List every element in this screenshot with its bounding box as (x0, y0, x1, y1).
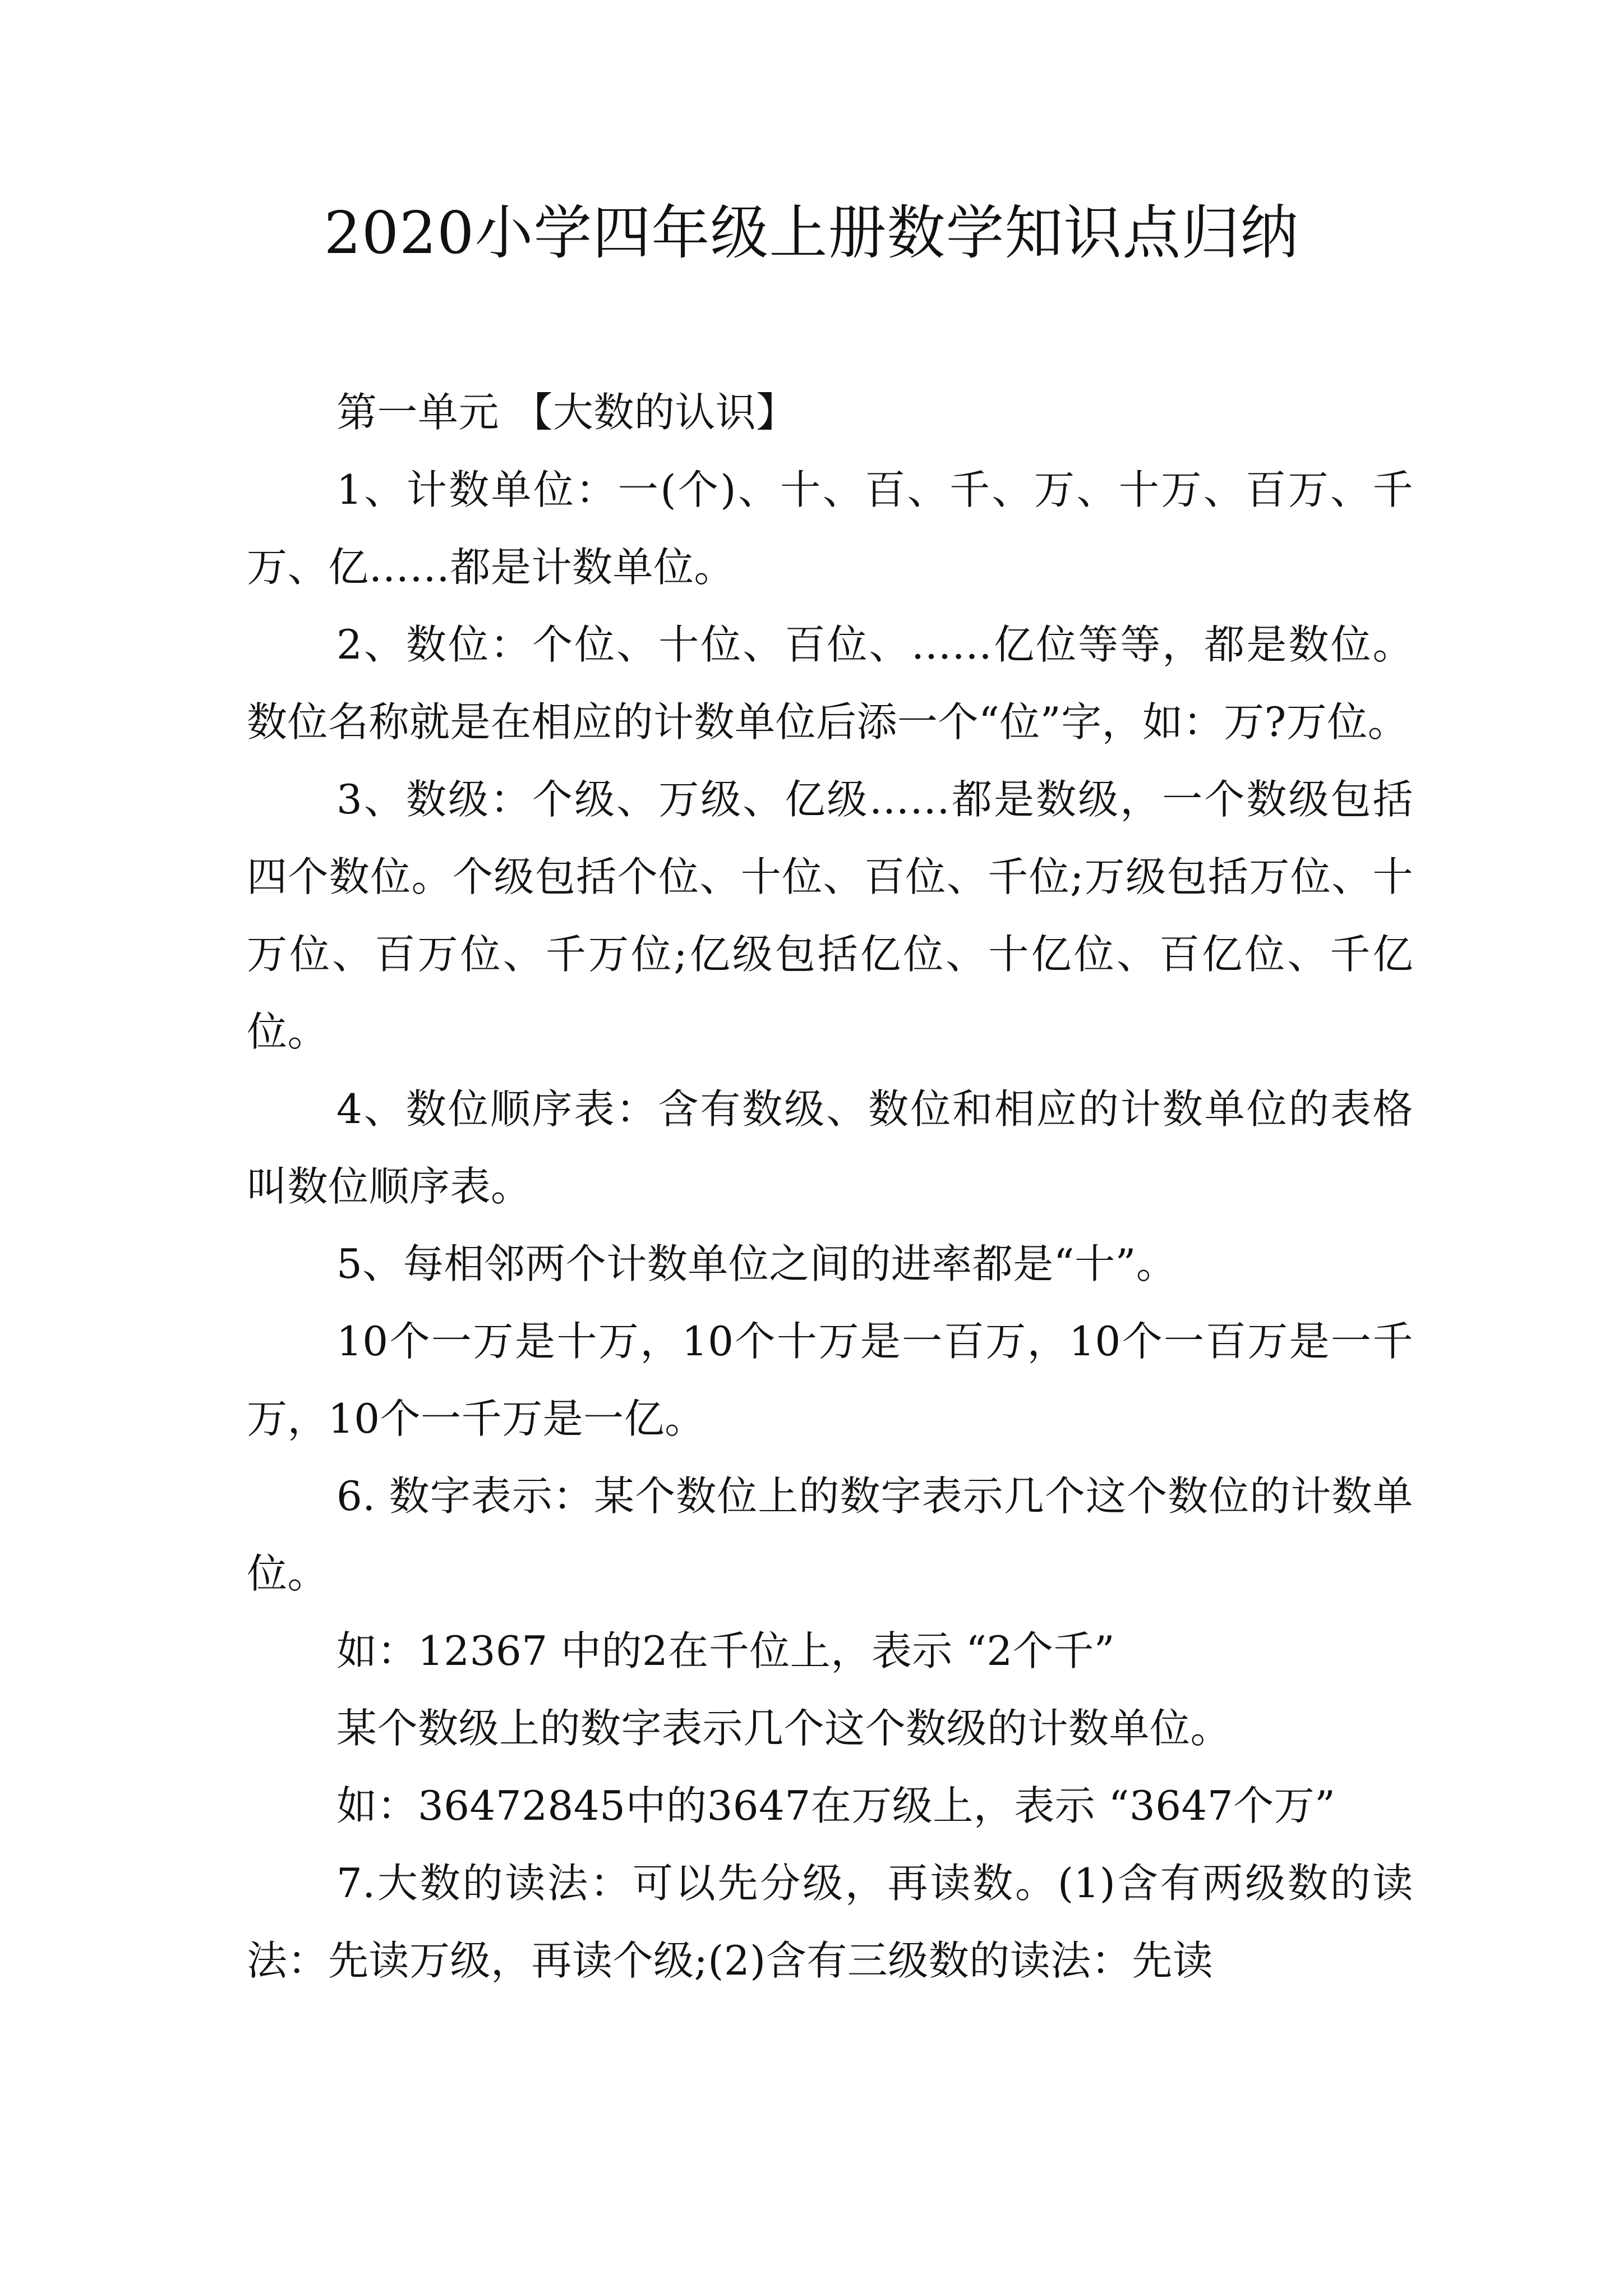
paragraph-example-one: 如：12367 中的2在千位上，表示 “2个千” (336, 1627, 1115, 1674)
paragraph-conversion-examples: 10个一万是十万，10个十万是一百万，10个一百万是一千万，10个一千万是一亿。 (247, 1318, 1413, 1442)
document-title: 2020小学四年级上册数学知识点归纳 (324, 199, 1299, 267)
paragraph-level-meaning: 某个数级上的数字表示几个这个数级的计数单位。 (336, 1705, 1232, 1752)
paragraph-digit-meaning: 6. 数字表示：某个数位上的数字表示几个这个数位的计数单位。 (247, 1473, 1413, 1597)
paragraph-reading-large-numbers: 7.大数的读法：可以先分级，再读数。(1)含有两级数的读法：先读万级，再读个级;(2)含有三级数的读法：先读 (247, 1860, 1413, 1984)
section-heading: 第一单元 【大数的认识】 (336, 389, 797, 436)
paragraph-conversion-rate: 5、每相邻两个计数单位之间的进率都是“十”。 (336, 1240, 1177, 1287)
paragraph-place-value-table: 4、数位顺序表：含有数级、数位和相应的计数单位的表格叫数位顺序表。 (247, 1085, 1413, 1210)
paragraph-counting-units: 1、计数单位：一(个)、十、百、千、万、十万、百万、千万、亿……都是计数单位。 (247, 466, 1413, 591)
paragraph-example-two: 如：36472845中的3647在万级上，表示 “3647个万” (336, 1782, 1336, 1829)
paragraph-number-levels: 3、数级：个级、万级、亿级……都是数级，一个数级包括四个数位。个级包括个位、十位、百位、千位;万级包括万位、十万位、百万位、千万位;亿级包括亿位、十亿位、百亿位、千亿位。 (247, 776, 1413, 1055)
document-body (247, 374, 1413, 1999)
paragraph-digit-places: 2、数位：个位、十位、百位、……亿位等等，都是数位。数位名称就是在相应的计数单位后添一个“位”字，如：万?万位。 (247, 621, 1413, 746)
